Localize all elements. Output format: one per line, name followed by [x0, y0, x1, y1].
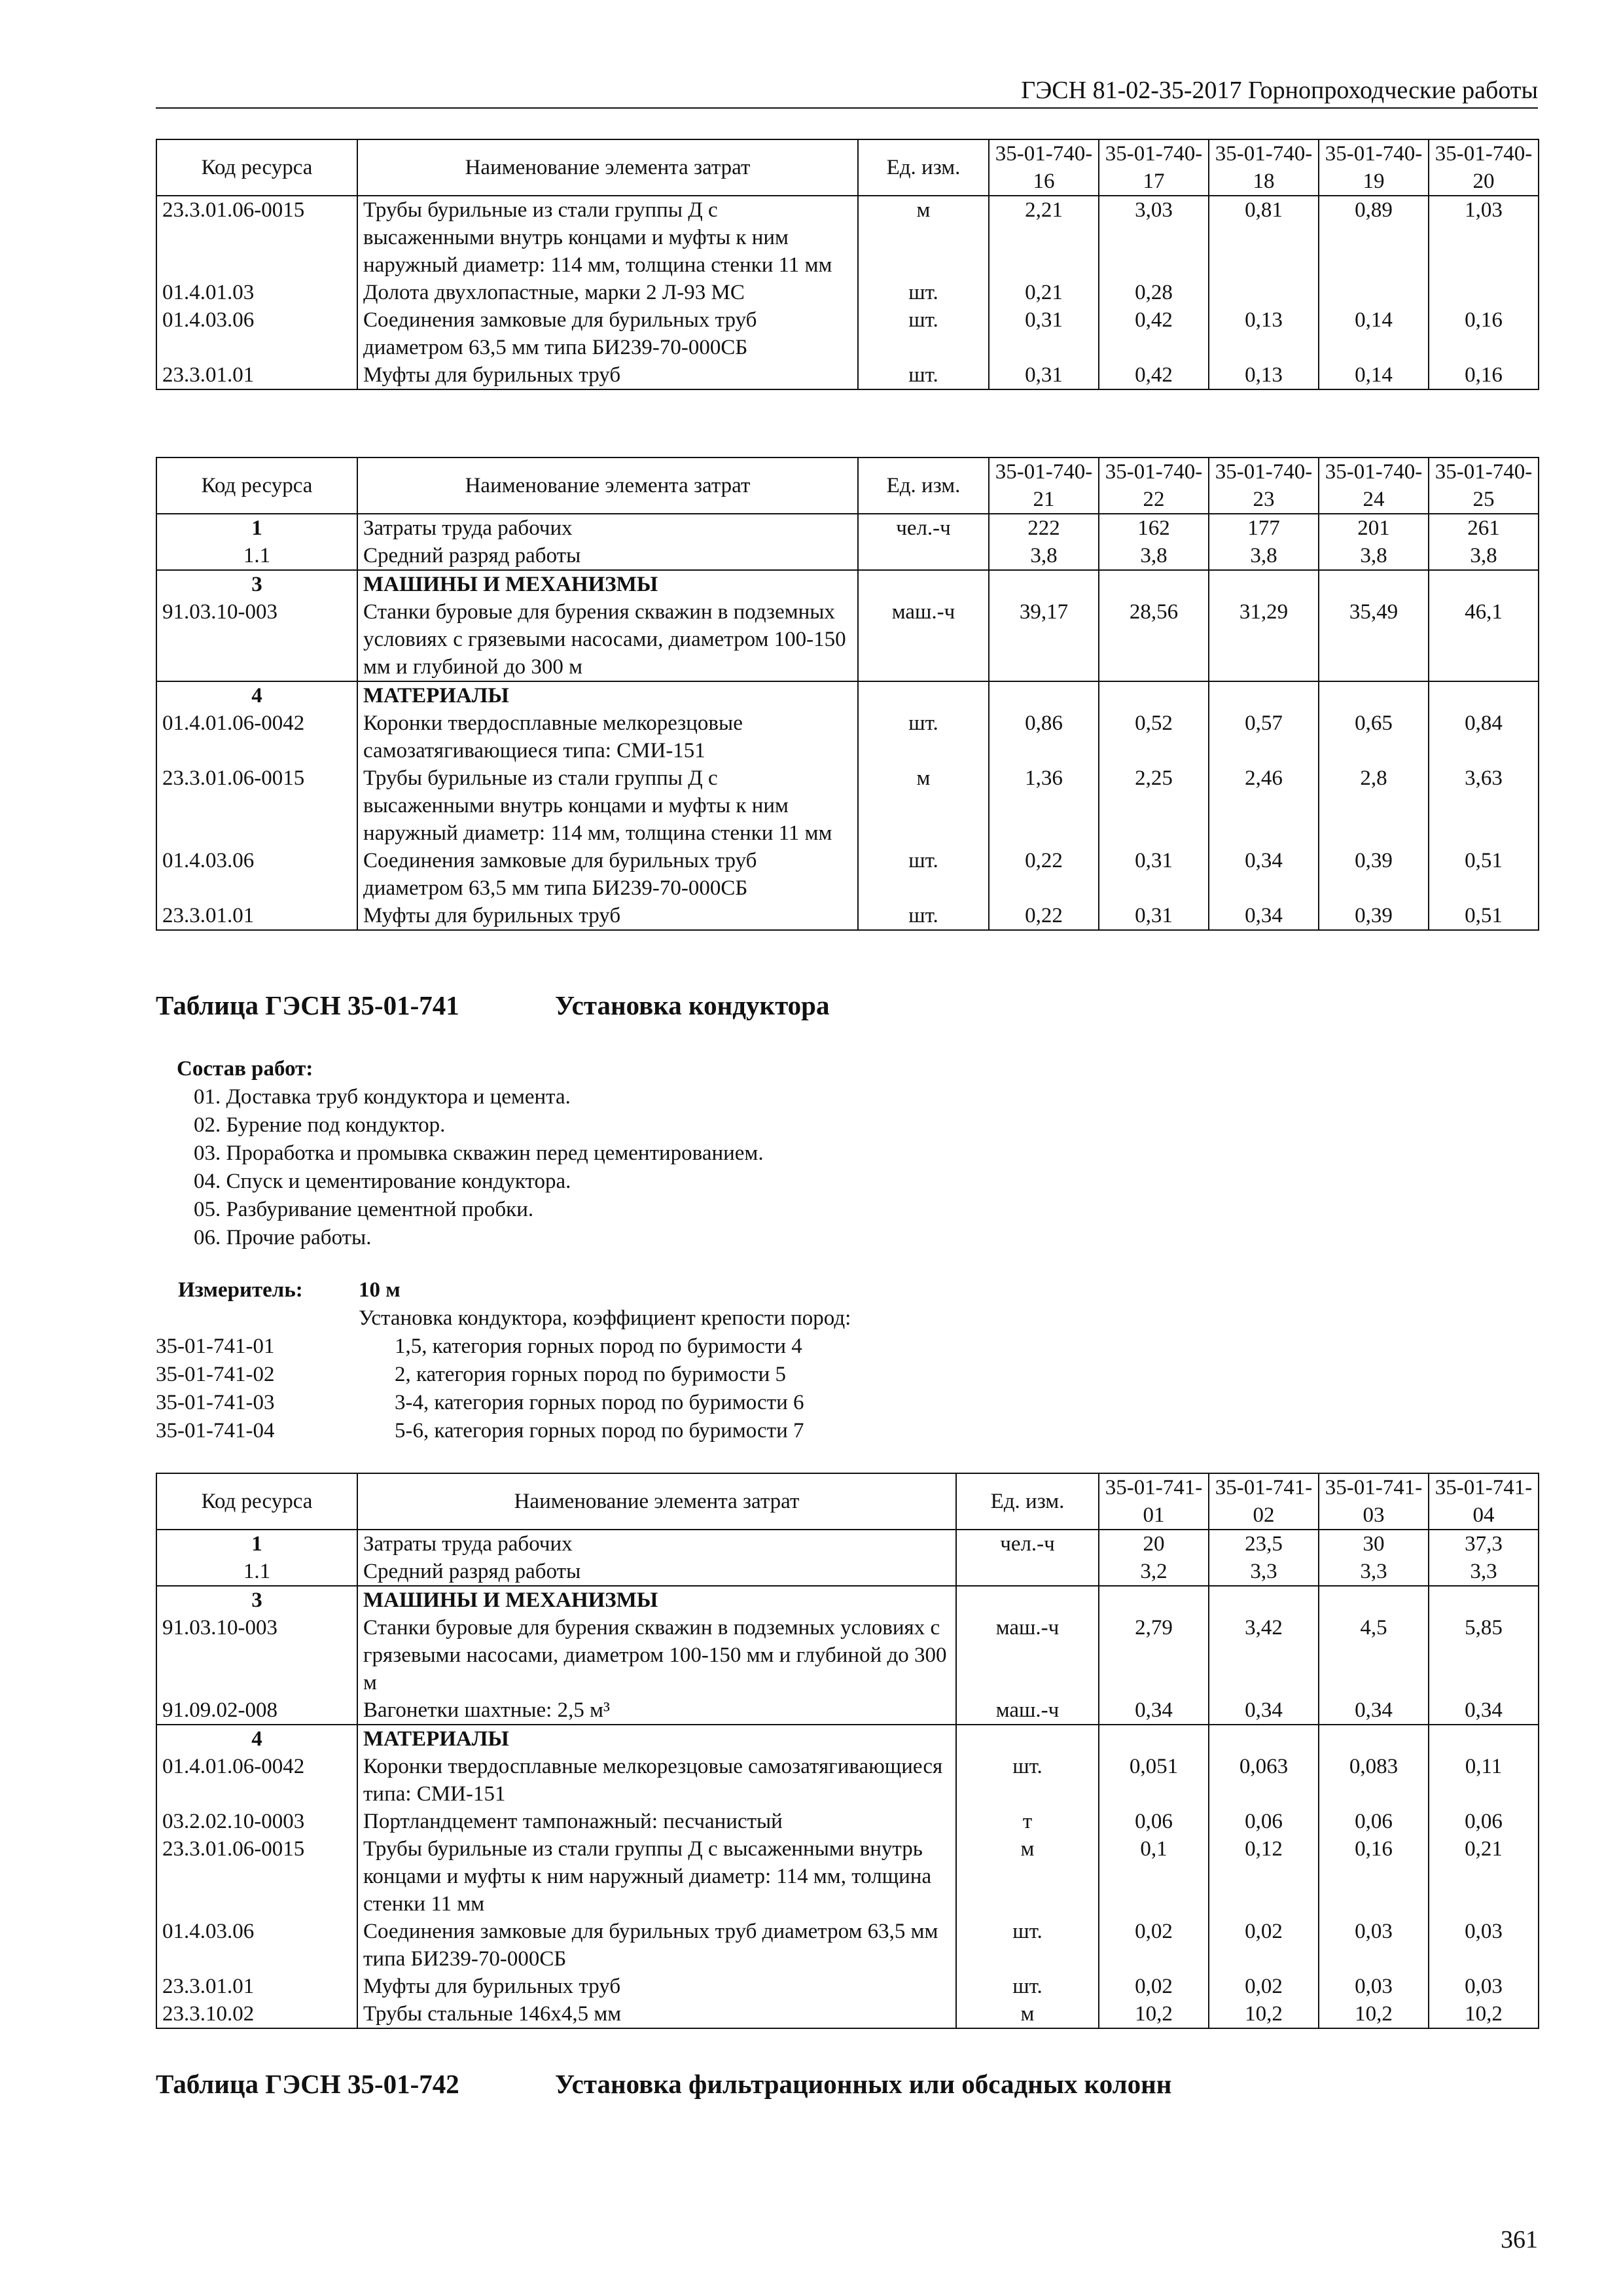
norm-value: 0,39 — [1319, 847, 1429, 902]
norm-value — [1099, 1586, 1209, 1614]
norm-value: 5,85 — [1429, 1614, 1539, 1696]
col-header-unit: Ед. изм. — [956, 1473, 1099, 1530]
section-code: 1 — [156, 514, 357, 542]
resource-code: 23.3.01.06-0015 — [156, 196, 357, 279]
col-header-norm: 35-01-740-16 — [989, 139, 1099, 196]
resource-name: Трубы бурильные из стали группы Д с высаженными внутрь концами и муфты к ним наружный диаметр: 114 мм, толщина стенки 11 мм — [357, 764, 858, 847]
table-row — [156, 1835, 1539, 1918]
section-title-742 — [156, 2068, 1172, 2100]
norm-value: 3,3 — [1209, 1558, 1319, 1586]
norm-value: 0,051 — [1099, 1753, 1209, 1808]
resource-code: 01.4.03.06 — [156, 1918, 357, 1973]
table-row — [156, 1808, 1539, 1835]
table-row — [156, 1586, 1539, 1614]
col-header-norm: 35-01-740-25 — [1429, 457, 1539, 514]
norm-value: 162 — [1099, 514, 1209, 542]
norm-value: 10,2 — [1319, 2000, 1429, 2028]
norm-value: 2,8 — [1319, 764, 1429, 847]
norm-value: 0,16 — [1429, 306, 1539, 361]
norm-value: 0,16 — [1319, 1835, 1429, 1918]
norm-value — [1319, 1725, 1429, 1753]
measure-description: Установка кондуктора, коэффициент крепости пород: — [359, 1306, 851, 1330]
table-row — [156, 681, 1539, 709]
norm-value: 3,8 — [1209, 542, 1319, 570]
resource-unit: шт. — [858, 279, 989, 306]
norm-value — [1429, 279, 1539, 306]
resource-name: Коронки твердосплавные мелкорезцовые самозатягивающиеся типа: СМИ-151 — [357, 1753, 956, 1808]
norm-value: 10,2 — [1099, 2000, 1209, 2028]
norm-value: 0,28 — [1099, 279, 1209, 306]
col-header-unit: Ед. изм. — [858, 457, 989, 514]
section-code: 1 — [156, 1530, 357, 1558]
section-title: МАТЕРИАЛЫ — [357, 681, 858, 709]
norm-value: 0,21 — [989, 279, 1099, 306]
resource-code: 23.3.01.01 — [156, 1973, 357, 2000]
table-row — [156, 902, 1539, 930]
norm-value: 3,3 — [1319, 1558, 1429, 1586]
norm-value: 3,63 — [1429, 764, 1539, 847]
norm-value: 0,84 — [1429, 709, 1539, 764]
section-title-741 — [156, 990, 830, 1021]
norm-value: 4,5 — [1319, 1614, 1429, 1696]
resource-name: Коронки твердосплавные мелкорезцовые самозатягивающиеся типа: СМИ-151 — [357, 709, 858, 764]
norm-value: 28,56 — [1099, 598, 1209, 681]
col-header-norm: 35-01-740-24 — [1319, 457, 1429, 514]
norm-value — [1319, 681, 1429, 709]
resource-code: 23.3.01.01 — [156, 361, 357, 389]
resource-name: Трубы стальные 146х4,5 мм — [357, 2000, 956, 2028]
resource-name: Затраты труда рабочих — [357, 1530, 956, 1558]
norm-value: 0,34 — [1209, 1696, 1319, 1725]
norm-value: 0,31 — [989, 361, 1099, 389]
norm-value: 2,25 — [1099, 764, 1209, 847]
variant-text: 5-6, категория горных пород по буримости 7 — [395, 1419, 804, 1443]
variant-row — [156, 1389, 1007, 1417]
resource-unit — [956, 1586, 1099, 1614]
norm-value: 3,8 — [1099, 542, 1209, 570]
work-item: 02. Бурение под кондуктор. — [194, 1113, 446, 1137]
variant-row — [156, 1333, 1007, 1361]
measure-block — [156, 1276, 1007, 1445]
norm-value: 222 — [989, 514, 1099, 542]
norm-value: 30 — [1319, 1530, 1429, 1558]
resource-name: Муфты для бурильных труб — [357, 361, 858, 389]
variant-text: 1,5, категория горных пород по буримости 4 — [395, 1335, 802, 1358]
norm-value: 0,34 — [1319, 1696, 1429, 1725]
norm-value — [1319, 570, 1429, 598]
resource-unit — [956, 1725, 1099, 1753]
col-header-norm: 35-01-740-22 — [1099, 457, 1209, 514]
norm-value: 0,03 — [1429, 1918, 1539, 1973]
table-row — [156, 514, 1539, 542]
section-code: 3 — [156, 570, 357, 598]
col-header-name: Наименование элемента затрат — [357, 139, 858, 196]
norm-value: 0,65 — [1319, 709, 1429, 764]
resource-code: 23.3.10.02 — [156, 2000, 357, 2028]
col-header-unit: Ед. изм. — [858, 139, 989, 196]
norm-value: 0,52 — [1099, 709, 1209, 764]
resource-table-741 — [156, 1473, 1539, 2029]
table-header-row — [156, 139, 1539, 196]
resource-name: Вагонетки шахтные: 2,5 м³ — [357, 1696, 956, 1725]
norm-value: 0,22 — [989, 847, 1099, 902]
norm-value: 37,3 — [1429, 1530, 1539, 1558]
resource-code: 01.4.01.06-0042 — [156, 709, 357, 764]
norm-value: 2,79 — [1099, 1614, 1209, 1696]
table-row — [156, 542, 1539, 570]
table-row — [156, 1973, 1539, 2000]
norm-value: 0,31 — [1099, 847, 1209, 902]
work-item: 05. Разбуривание цементной пробки. — [194, 1198, 534, 1221]
resource-unit — [858, 542, 989, 570]
norm-value: 0,89 — [1319, 196, 1429, 279]
norm-value: 201 — [1319, 514, 1429, 542]
norm-value — [1209, 279, 1319, 306]
table-row — [156, 1918, 1539, 1973]
norm-value: 3,3 — [1429, 1558, 1539, 1586]
norm-value — [989, 570, 1099, 598]
norm-value: 31,29 — [1209, 598, 1319, 681]
table-row — [156, 1558, 1539, 1586]
norm-value — [1429, 570, 1539, 598]
norm-value: 261 — [1429, 514, 1539, 542]
work-item: 04. Спуск и цементирование кондуктора. — [194, 1170, 571, 1193]
norm-value — [1209, 570, 1319, 598]
col-header-norm: 35-01-740-23 — [1209, 457, 1319, 514]
resource-code: 01.4.03.06 — [156, 306, 357, 361]
norm-value: 0,86 — [989, 709, 1099, 764]
col-header-code: Код ресурса — [156, 139, 357, 196]
norm-value: 0,51 — [1429, 902, 1539, 930]
norm-value — [1319, 1586, 1429, 1614]
norm-value: 0,42 — [1099, 361, 1209, 389]
resource-unit — [956, 1558, 1099, 1586]
norm-value — [1209, 1586, 1319, 1614]
norm-value — [1099, 570, 1209, 598]
norm-value: 0,03 — [1429, 1973, 1539, 2000]
resource-code: 91.03.10-003 — [156, 598, 357, 681]
resource-code: 01.4.01.03 — [156, 279, 357, 306]
variant-row — [156, 1361, 1007, 1389]
norm-value: 0,06 — [1099, 1808, 1209, 1835]
col-header-name: Наименование элемента затрат — [357, 1473, 956, 1530]
col-header-code: Код ресурса — [156, 457, 357, 514]
norm-value: 0,13 — [1209, 306, 1319, 361]
table-row — [156, 196, 1539, 279]
table-row — [156, 1614, 1539, 1696]
section-code: 4 — [156, 681, 357, 709]
resource-name: Муфты для бурильных труб — [357, 1973, 956, 2000]
norm-value: 0,34 — [1209, 847, 1319, 902]
section-title: МАТЕРИАЛЫ — [357, 1725, 956, 1753]
col-header-norm: 35-01-740-19 — [1319, 139, 1429, 196]
norm-value: 0,083 — [1319, 1753, 1429, 1808]
resource-unit: т — [956, 1808, 1099, 1835]
norm-value — [1429, 681, 1539, 709]
norm-value: 0,16 — [1429, 361, 1539, 389]
variant-code: 35-01-741-03 — [156, 1391, 275, 1414]
norm-value: 3,2 — [1099, 1558, 1209, 1586]
norm-value: 46,1 — [1429, 598, 1539, 681]
col-header-norm: 35-01-740-21 — [989, 457, 1099, 514]
col-header-norm: 35-01-741-04 — [1429, 1473, 1539, 1530]
section-code: 1.1 — [156, 1558, 357, 1586]
variant-code: 35-01-741-01 — [156, 1335, 275, 1358]
resource-name: Соединения замковые для бурильных труб диаметром 63,5 мм типа БИ239-70-000СБ — [357, 847, 858, 902]
resource-name: Долота двухлопастные, марки 2 Л-93 МС — [357, 279, 858, 306]
resource-name: Трубы бурильные из стали группы Д с высаженными внутрь концами и муфты к ним наружный диаметр: 114 мм, толщина стенки 11 мм — [357, 1835, 956, 1918]
work-item: 03. Проработка и промывка скважин перед цементированием. — [194, 1141, 764, 1165]
resource-unit: м — [956, 1835, 1099, 1918]
resource-code: 23.3.01.06-0015 — [156, 1835, 357, 1918]
resource-unit: чел.-ч — [956, 1530, 1099, 1558]
norm-value: 0,51 — [1429, 847, 1539, 902]
table-row — [156, 279, 1539, 306]
norm-value: 0,063 — [1209, 1753, 1319, 1808]
table-row — [156, 306, 1539, 361]
norm-value: 2,46 — [1209, 764, 1319, 847]
table-row — [156, 847, 1539, 902]
resource-unit: шт. — [858, 306, 989, 361]
table-title: Установка кондуктора — [555, 990, 830, 1020]
resource-code: 03.2.02.10-0003 — [156, 1808, 357, 1835]
norm-value: 0,57 — [1209, 709, 1319, 764]
section-title: МАШИНЫ И МЕХАНИЗМЫ — [357, 1586, 956, 1614]
norm-value: 1,03 — [1429, 196, 1539, 279]
resource-code: 91.09.02-008 — [156, 1696, 357, 1725]
norm-value: 35,49 — [1319, 598, 1429, 681]
resource-unit: чел.-ч — [858, 514, 989, 542]
work-item: 06. Прочие работы. — [194, 1226, 372, 1249]
norm-value: 3,8 — [1319, 542, 1429, 570]
resource-code: 01.4.03.06 — [156, 847, 357, 902]
table-row — [156, 709, 1539, 764]
resource-unit: шт. — [858, 361, 989, 389]
resource-name: Трубы бурильные из стали группы Д с высаженными внутрь концами и муфты к ним наружный диаметр: 114 мм, толщина стенки 11 мм — [357, 196, 858, 279]
resource-unit: м — [858, 196, 989, 279]
norm-value: 20 — [1099, 1530, 1209, 1558]
norm-value: 23,5 — [1209, 1530, 1319, 1558]
norm-value: 0,06 — [1429, 1808, 1539, 1835]
table-row — [156, 598, 1539, 681]
resource-table-740-16-20 — [156, 139, 1539, 390]
norm-value: 3,8 — [989, 542, 1099, 570]
resource-name: Станки буровые для бурения скважин в подземных условиях с грязевыми насосами, диаметром 100-150 мм и глубиной до 300 м — [357, 598, 858, 681]
resource-unit: шт. — [858, 902, 989, 930]
resource-unit: маш.-ч — [858, 598, 989, 681]
norm-value: 177 — [1209, 514, 1319, 542]
resource-unit: маш.-ч — [956, 1614, 1099, 1696]
section-code: 1.1 — [156, 542, 357, 570]
col-header-name: Наименование элемента затрат — [357, 457, 858, 514]
resource-unit — [858, 681, 989, 709]
resource-unit: шт. — [956, 1753, 1099, 1808]
works-composition — [177, 1055, 764, 1252]
table-row — [156, 361, 1539, 389]
table-row — [156, 570, 1539, 598]
resource-unit: м — [858, 764, 989, 847]
col-header-norm: 35-01-740-20 — [1429, 139, 1539, 196]
variant-code: 35-01-741-02 — [156, 1363, 275, 1386]
norm-value: 0,02 — [1209, 1918, 1319, 1973]
resource-name: Станки буровые для бурения скважин в подземных условиях с грязевыми насосами, диаметром 100-150 мм и глубиной до 300 м — [357, 1614, 956, 1696]
page-number: 361 — [1501, 2226, 1538, 2253]
section-code: 4 — [156, 1725, 357, 1753]
resource-unit — [858, 570, 989, 598]
resource-code: 23.3.01.01 — [156, 902, 357, 930]
resource-unit: м — [956, 2000, 1099, 2028]
norm-value — [1099, 1725, 1209, 1753]
resource-table-740-21-25 — [156, 457, 1539, 931]
norm-value — [989, 681, 1099, 709]
norm-value: 0,14 — [1319, 306, 1429, 361]
resource-name: Соединения замковые для бурильных труб диаметром 63,5 мм типа БИ239-70-000СБ — [357, 306, 858, 361]
resource-code: 23.3.01.06-0015 — [156, 764, 357, 847]
norm-value: 0,12 — [1209, 1835, 1319, 1918]
norm-value: 0,02 — [1209, 1973, 1319, 2000]
variant-text: 3-4, категория горных пород по буримости 6 — [395, 1391, 804, 1414]
norm-value: 0,39 — [1319, 902, 1429, 930]
measure-label: Измеритель: — [178, 1278, 303, 1302]
norm-value: 0,11 — [1429, 1753, 1539, 1808]
norm-value: 2,21 — [989, 196, 1099, 279]
resource-name: Средний разряд работы — [357, 542, 858, 570]
col-header-norm: 35-01-740-18 — [1209, 139, 1319, 196]
variant-text: 2, категория горных пород по буримости 5 — [395, 1363, 787, 1386]
resource-unit: шт. — [858, 847, 989, 902]
norm-value: 0,81 — [1209, 196, 1319, 279]
norm-value — [1209, 681, 1319, 709]
variant-row — [156, 1417, 1007, 1445]
resource-name: Портландцемент тампонажный: песчанистый — [357, 1808, 956, 1835]
table-label: Таблица ГЭСН 35-01-741 — [156, 990, 459, 1020]
col-header-norm: 35-01-740-17 — [1099, 139, 1209, 196]
norm-value — [1209, 1725, 1319, 1753]
resource-code: 91.03.10-003 — [156, 1614, 357, 1696]
norm-value: 0,42 — [1099, 306, 1209, 361]
table-row — [156, 1696, 1539, 1725]
table-header-row — [156, 457, 1539, 514]
resource-unit: шт. — [956, 1918, 1099, 1973]
table-row — [156, 1530, 1539, 1558]
section-title: МАШИНЫ И МЕХАНИЗМЫ — [357, 570, 858, 598]
norm-value: 0,06 — [1209, 1808, 1319, 1835]
col-header-norm: 35-01-741-01 — [1099, 1473, 1209, 1530]
norm-value — [1429, 1725, 1539, 1753]
norm-value — [1099, 681, 1209, 709]
resource-unit: шт. — [956, 1973, 1099, 2000]
resource-name: Затраты труда рабочих — [357, 514, 858, 542]
norm-value: 0,31 — [989, 306, 1099, 361]
norm-value: 0,03 — [1319, 1973, 1429, 2000]
norm-value: 1,36 — [989, 764, 1099, 847]
measure-value: 10 м — [359, 1278, 401, 1302]
col-header-code: Код ресурса — [156, 1473, 357, 1530]
works-label: Состав работ: — [177, 1057, 313, 1081]
norm-value: 0,02 — [1099, 1973, 1209, 2000]
section-code: 3 — [156, 1586, 357, 1614]
table-row — [156, 1725, 1539, 1753]
table-row — [156, 2000, 1539, 2028]
norm-value: 0,21 — [1429, 1835, 1539, 1918]
resource-name: Муфты для бурильных труб — [357, 902, 858, 930]
variant-code: 35-01-741-04 — [156, 1419, 275, 1443]
table-row — [156, 1753, 1539, 1808]
norm-value: 39,17 — [989, 598, 1099, 681]
resource-name: Соединения замковые для бурильных труб диаметром 63,5 мм типа БИ239-70-000СБ — [357, 1918, 956, 1973]
table-header-row — [156, 1473, 1539, 1530]
norm-value: 3,8 — [1429, 542, 1539, 570]
table-label: Таблица ГЭСН 35-01-742 — [156, 2069, 459, 2099]
norm-value: 3,03 — [1099, 196, 1209, 279]
running-header-title: ГЭСН 81-02-35-2017 Горнопроходческие работы — [1021, 77, 1538, 104]
norm-value: 0,31 — [1099, 902, 1209, 930]
norm-value: 0,34 — [1429, 1696, 1539, 1725]
table-title: Установка фильтрационных или обсадных колонн — [555, 2069, 1172, 2099]
norm-value: 0,02 — [1099, 1918, 1209, 1973]
running-header — [156, 73, 1538, 109]
work-item: 01. Доставка труб кондуктора и цемента. — [194, 1085, 571, 1109]
resource-name: Средний разряд работы — [357, 1558, 956, 1586]
resource-code: 01.4.01.06-0042 — [156, 1753, 357, 1808]
norm-value: 3,42 — [1209, 1614, 1319, 1696]
col-header-norm: 35-01-741-03 — [1319, 1473, 1429, 1530]
norm-value: 0,22 — [989, 902, 1099, 930]
col-header-norm: 35-01-741-02 — [1209, 1473, 1319, 1530]
table-row — [156, 764, 1539, 847]
norm-value: 0,06 — [1319, 1808, 1429, 1835]
resource-unit: маш.-ч — [956, 1696, 1099, 1725]
norm-value: 0,13 — [1209, 361, 1319, 389]
norm-value: 0,14 — [1319, 361, 1429, 389]
norm-value: 0,34 — [1209, 902, 1319, 930]
norm-value: 10,2 — [1209, 2000, 1319, 2028]
norm-value — [1429, 1586, 1539, 1614]
norm-value: 0,34 — [1099, 1696, 1209, 1725]
norm-value — [1319, 279, 1429, 306]
resource-unit: шт. — [858, 709, 989, 764]
norm-value: 10,2 — [1429, 2000, 1539, 2028]
norm-value: 0,1 — [1099, 1835, 1209, 1918]
norm-value: 0,03 — [1319, 1918, 1429, 1973]
